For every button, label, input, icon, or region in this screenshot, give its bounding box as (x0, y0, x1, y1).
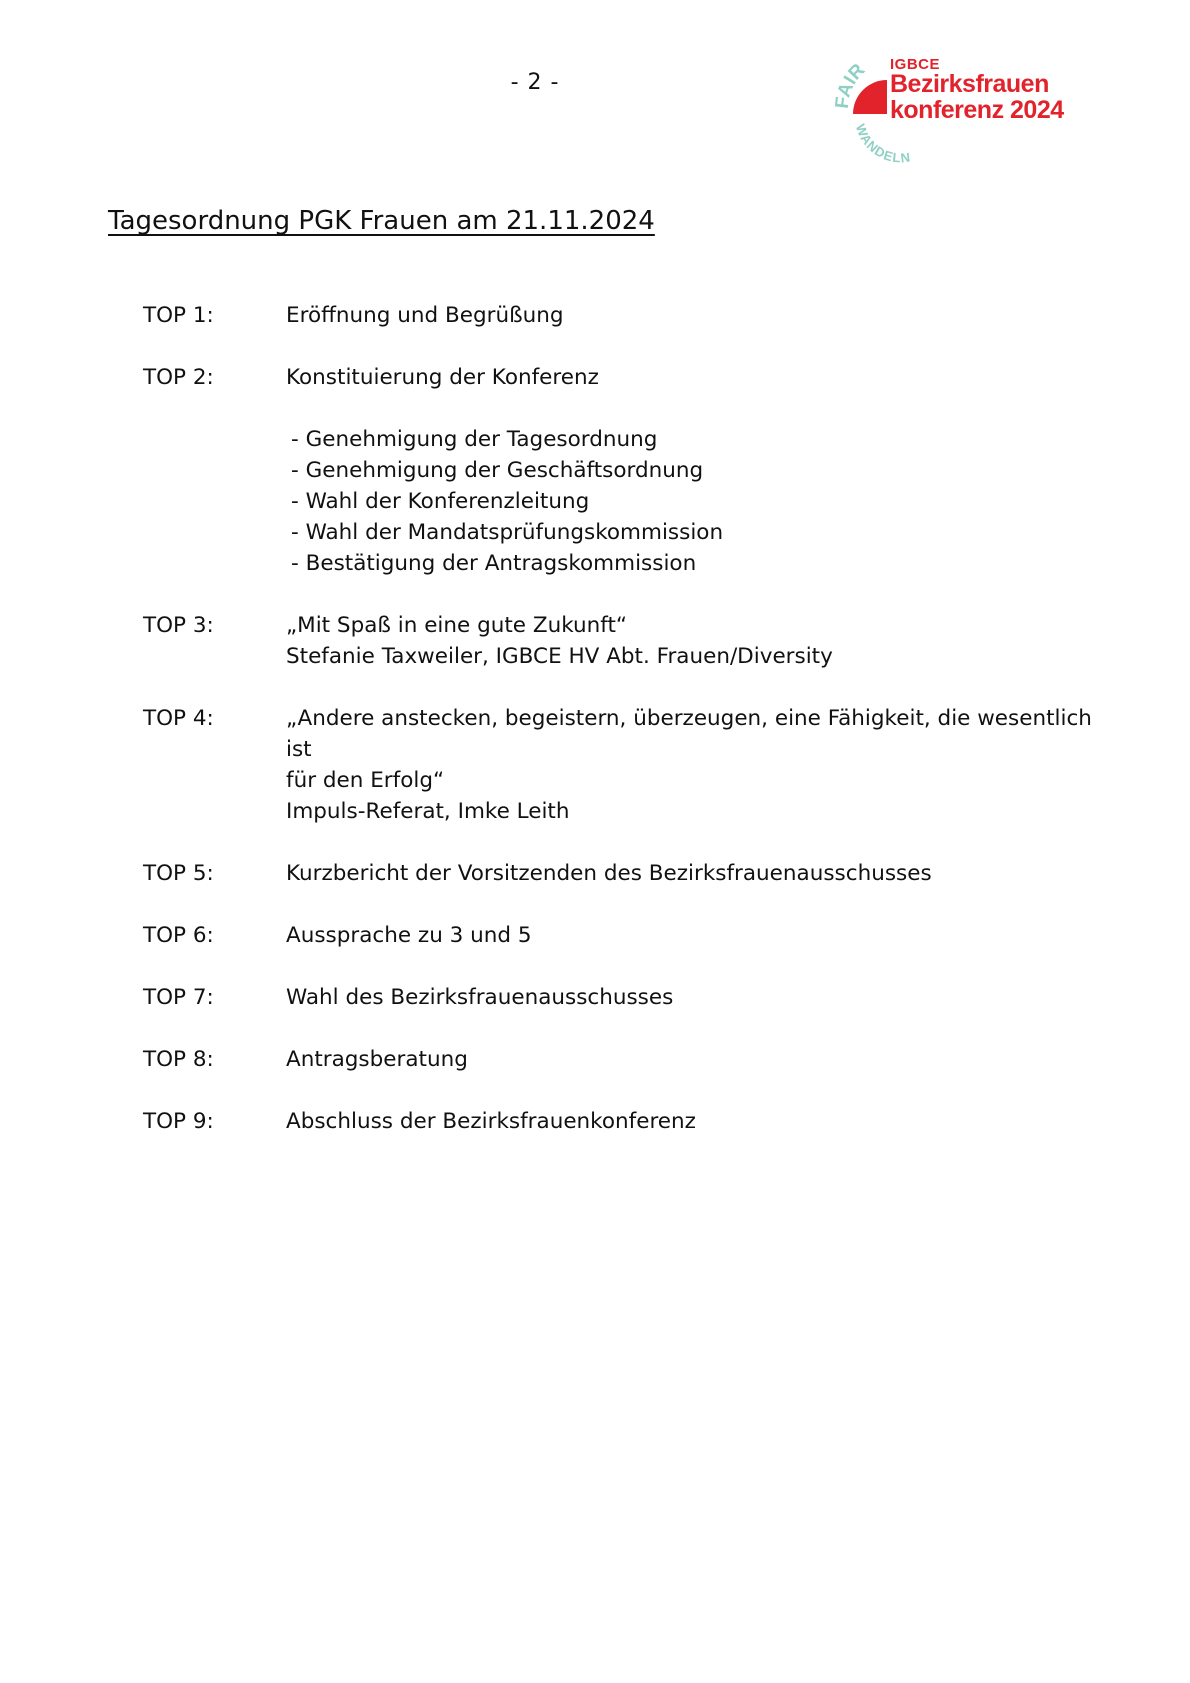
agenda-item-content (286, 610, 1123, 672)
agenda-item (143, 858, 1123, 889)
agenda-item-text: Stefanie Taxweiler, IGBCE HV Abt. Frauen/Diversity (286, 644, 833, 669)
agenda-list (143, 300, 1123, 1168)
agenda-item (143, 1044, 1123, 1075)
page-number: - 2 - (510, 70, 560, 95)
agenda-item-content (286, 858, 1123, 889)
logo-line-1: Bezirksfrauen (890, 70, 1049, 98)
agenda-item (143, 1106, 1123, 1137)
agenda-item-content (286, 920, 1123, 951)
agenda-item-label: TOP 6: (143, 923, 214, 948)
agenda-item (143, 610, 1123, 672)
agenda-item-content (286, 703, 1123, 827)
agenda-sub-item: - Wahl der Konferenzleitung (291, 489, 590, 514)
agenda-sub-item: - Wahl der Mandatsprüfungskommission (291, 520, 724, 545)
agenda-item-text: für den Erfolg“ (286, 768, 445, 793)
agenda-item-text: „Andere anstecken, begeistern, überzeugen, eine Fähigkeit, die wesentlich ist (286, 706, 1092, 762)
agenda-item (143, 920, 1123, 951)
agenda-item-label: TOP 3: (143, 613, 214, 638)
agenda-item-content (286, 300, 1123, 331)
agenda-sub-list (286, 424, 1123, 579)
agenda-item (143, 982, 1123, 1013)
agenda-sub-item: - Genehmigung der Geschäftsordnung (291, 458, 704, 483)
agenda-item-content (286, 1044, 1123, 1075)
agenda-item-label: TOP 8: (143, 1047, 214, 1072)
agenda-sub-item: - Bestätigung der Antragskommission (291, 551, 697, 576)
agenda-item-label: TOP 4: (143, 706, 214, 731)
agenda-item-text: Aussprache zu 3 und 5 (286, 923, 532, 948)
agenda-item-content (286, 362, 1123, 579)
agenda-item (143, 362, 1123, 579)
agenda-item-text: Konstituierung der Konferenz (286, 365, 599, 390)
agenda-item-text: Abschluss der Bezirksfrauenkonferenz (286, 1109, 696, 1134)
logo-ring-top-text: FAIR (831, 59, 870, 110)
agenda-item-label: TOP 2: (143, 365, 214, 390)
agenda-item (143, 703, 1123, 827)
agenda-item-label: TOP 5: (143, 861, 214, 886)
conference-logo (830, 44, 1090, 174)
agenda-item (143, 300, 1123, 331)
agenda-item-content (286, 982, 1123, 1013)
document-title: Tagesordnung PGK Frauen am 21.11.2024 (108, 206, 655, 236)
agenda-item-text: Kurzbericht der Vorsitzenden des Bezirksfrauenausschusses (286, 861, 932, 886)
agenda-sub-item: - Genehmigung der Tagesordnung (291, 427, 658, 452)
agenda-item-content (286, 1106, 1123, 1137)
logo-ring-bottom-text: WANDELN (852, 121, 912, 166)
agenda-item-label: TOP 1: (143, 303, 214, 328)
logo-line-2: konferenz 2024 (890, 96, 1064, 124)
logo-brand: IGBCE (890, 56, 941, 73)
agenda-item-text: Eröffnung und Begrüßung (286, 303, 564, 328)
agenda-item-label: TOP 7: (143, 985, 214, 1010)
agenda-item-text: „Mit Spaß in eine gute Zukunft“ (286, 613, 628, 638)
agenda-item-text: Wahl des Bezirksfrauenausschusses (286, 985, 674, 1010)
agenda-item-text: Antragsberatung (286, 1047, 468, 1072)
agenda-item-text: Impuls-Referat, Imke Leith (286, 799, 570, 824)
agenda-item-label: TOP 9: (143, 1109, 214, 1134)
